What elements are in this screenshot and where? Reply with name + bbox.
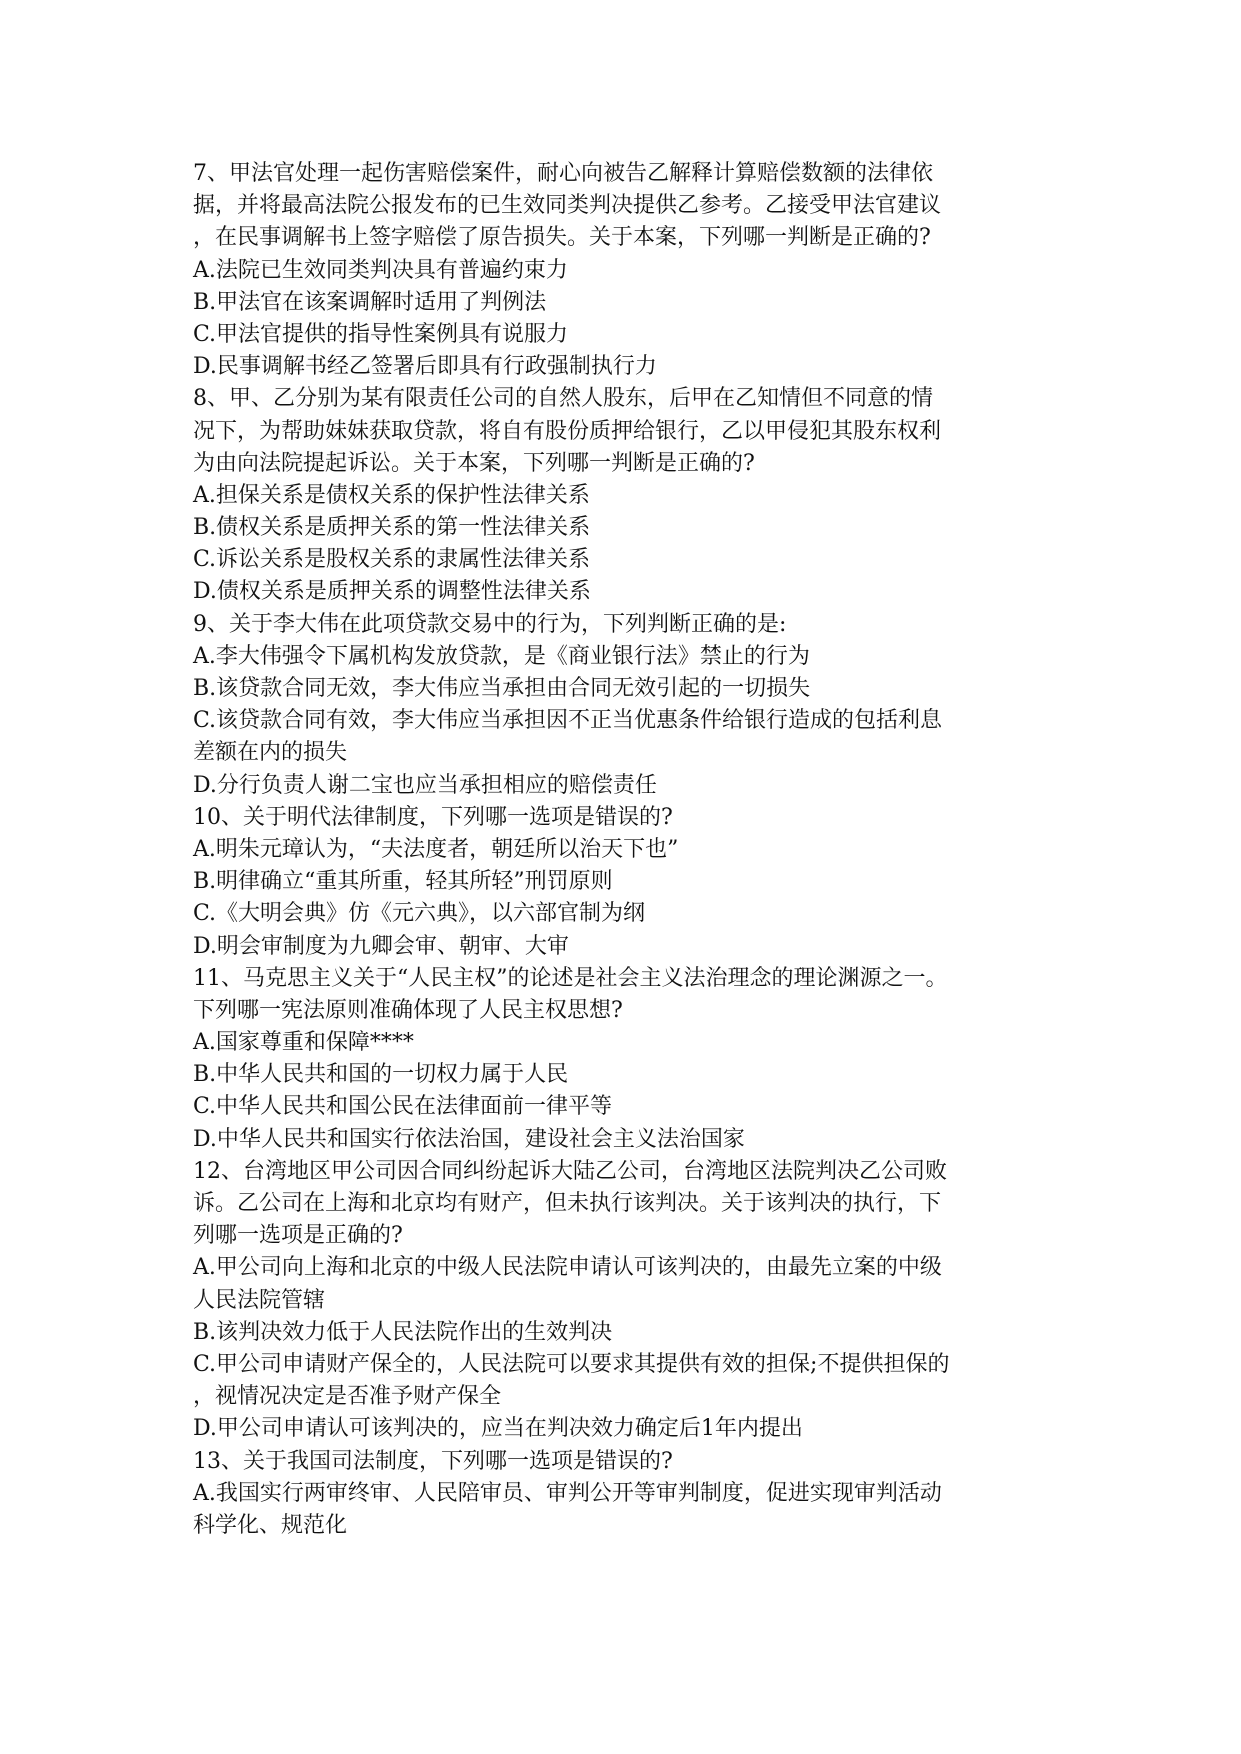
text-line: D.明会审制度为九卿会审、朝审、大审 — [193, 933, 569, 959]
text-line: A.法院已生效同类判决具有普遍约束力 — [193, 257, 568, 283]
text-line: 11、马克思主义关于“人民主权”的论述是社会主义法治理念的理论渊源之一。 — [193, 965, 948, 991]
text-line: 12、台湾地区甲公司因合同纠纷起诉大陆乙公司，台湾地区法院判决乙公司败 — [193, 1158, 947, 1184]
text-line: 下列哪一宪法原则准确体现了人民主权思想? — [193, 997, 623, 1023]
text-line: D.甲公司申请认可该判决的，应当在判决效力确定后1年内提出 — [193, 1416, 803, 1442]
text-line: 诉。乙公司在上海和北京均有财产，但未执行该判决。关于该判决的执行，下 — [193, 1191, 942, 1216]
text-line: C.该贷款合同有效，李大伟应当承担因不正当优惠条件给银行造成的包括利息 — [193, 708, 943, 734]
text-line: B.该贷款合同无效，李大伟应当承担由合同无效引起的一切损失 — [193, 676, 811, 701]
text-line: 差额在内的损失 — [193, 740, 348, 766]
text-line: D.分行负责人谢二宝也应当承担相应的赔偿责任 — [193, 772, 657, 798]
text-line: B.中华人民共和国的一切权力属于人民 — [193, 1062, 569, 1088]
text-line: A.甲公司向上海和北京的中级人民法院申请认可该判决的，由最先立案的中级 — [193, 1255, 942, 1281]
text-line: D.债权关系是质押关系的调整性法律关系 — [193, 579, 591, 605]
text-line: D.中华人民共和国实行依法治国，建设社会主义法治国家 — [193, 1126, 745, 1152]
document-body — [193, 158, 1053, 1542]
text-line: 况下，为帮助妹妹获取贷款，将自有股份质押给银行，乙以甲侵犯其股东权利 — [193, 418, 942, 444]
text-line: ，视情况决定是否准予财产保全 — [193, 1384, 502, 1410]
text-line: 9、关于李大伟在此项贷款交易中的行为，下列判断正确的是: — [193, 611, 787, 637]
text-line: 据，并将最高法院公报发布的已生效同类判决提供乙参考。乙接受甲法官建议 — [193, 193, 942, 219]
text-line: B.债权关系是质押关系的第一性法律关系 — [193, 515, 591, 541]
text-line: C.甲公司申请财产保全的，人民法院可以要求其提供有效的担保;不提供担保的 — [193, 1351, 950, 1377]
text-line: A.国家尊重和保障**** — [193, 1030, 414, 1056]
text-line: C.《大明会典》仿《元六典》，以六部官制为纲 — [193, 901, 646, 927]
text-line: 13、关于我国司法制度，下列哪一选项是错误的? — [193, 1448, 673, 1474]
text-line: B.甲法官在该案调解时适用了判例法 — [193, 289, 547, 315]
text-line: C.甲法官提供的指导性案例具有说服力 — [193, 321, 569, 347]
text-line: 10、关于明代法律制度，下列哪一选项是错误的? — [193, 804, 673, 830]
text-line: B.明律确立“重其所重，轻其所轻”刑罚原则 — [193, 869, 613, 895]
text-line: 列哪一选项是正确的? — [193, 1223, 403, 1249]
text-line: B.该判决效力低于人民法院作出的生效判决 — [193, 1319, 613, 1345]
text-line: 人民法院管辖 — [193, 1287, 326, 1313]
text-line: 科学化、规范化 — [193, 1512, 348, 1538]
text-line: A.我国实行两审终审、人民陪审员、审判公开等审判制度，促进实现审判活动 — [193, 1480, 942, 1506]
text-line: C.诉讼关系是股权关系的隶属性法律关系 — [193, 547, 591, 573]
text-line: A.李大伟强令下属机构发放贷款，是《商业银行法》禁止的行为 — [193, 643, 810, 669]
text-line: ，在民事调解书上签字赔偿了原告损失。关于本案，下列哪一判断是正确的? — [193, 225, 931, 251]
text-line: D.民事调解书经乙签署后即具有行政强制执行力 — [193, 354, 657, 380]
text-line: 7、甲法官处理一起伤害赔偿案件，耐心向被告乙解释计算赔偿数额的法律依 — [193, 161, 933, 186]
text-line: A.明朱元璋认为，“夫法度者，朝廷所以治天下也” — [193, 836, 679, 862]
text-line: 为由向法院提起诉讼。关于本案，下列哪一判断是正确的? — [193, 450, 755, 476]
text-line: C.中华人民共和国公民在法律面前一律平等 — [193, 1094, 613, 1120]
text-line: 8、甲、乙分别为某有限责任公司的自然人股东，后甲在乙知情但不同意的情 — [193, 386, 933, 412]
text-line: A.担保关系是债权关系的保护性法律关系 — [193, 482, 590, 508]
